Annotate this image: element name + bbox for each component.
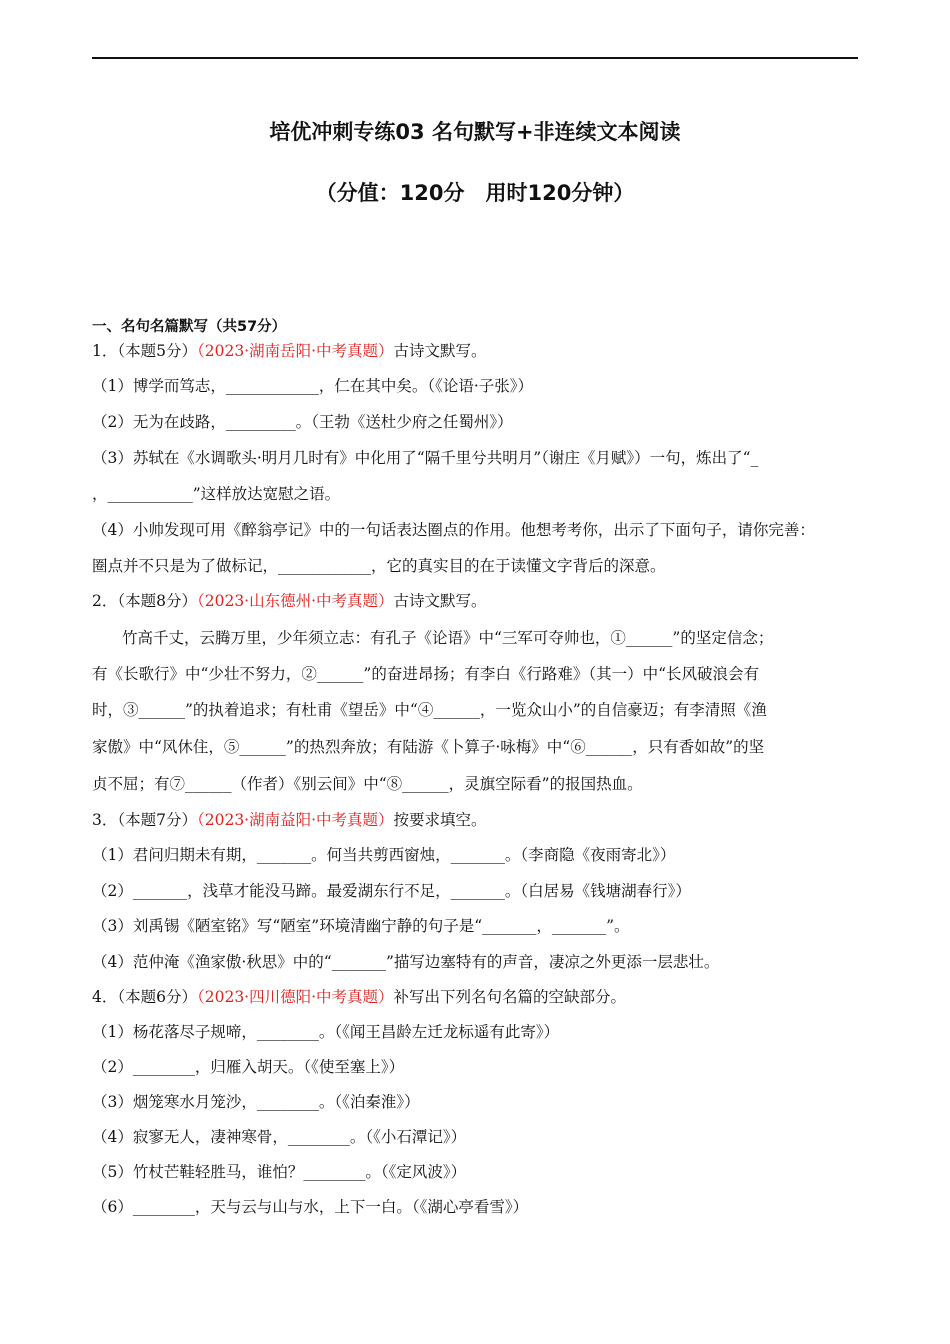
page-subtitle: （分值：120分 用时120分钟） xyxy=(315,181,635,205)
question-3-prefix: 3．（本题7分） xyxy=(92,811,197,829)
question-1-item: 圈点并不只是为了做标记，____________，它的真实目的在于读懂文字背后的深意。 xyxy=(92,557,666,575)
question-1-item: （2）无为在歧路，_________。（王勃《送杜少府之任蜀州》） xyxy=(92,413,513,431)
question-4-item: （6）________，天与云与山与水，上下一白。（《湖心亭看雪》） xyxy=(92,1198,529,1216)
question-1-item: （1）博学而笃志，____________，仁在其中矣。（《论语·子张》） xyxy=(92,377,534,395)
question-1-item: ，___________”这样放达宽慰之语。 xyxy=(92,485,341,503)
question-2-prefix: 2．（本题8分） xyxy=(92,592,197,610)
question-2-paragraph-line: 竹高千丈，云腾万里，少年须立志：有孔子《论语》中“三军可夺帅也，①______”的坚定信念； xyxy=(122,629,774,647)
question-2-header xyxy=(92,591,487,611)
question-1-source: （2023·湖南岳阳·中考真题） xyxy=(196,342,394,360)
question-1-prefix: 1．（本题5分） xyxy=(92,342,197,360)
page-title: 培优冲刺专练03 名句默写+非连续文本阅读 xyxy=(269,120,681,144)
question-3-source: （2023·湖南益阳·中考真题） xyxy=(196,811,394,829)
question-4-item: （1）杨花落尽子规啼，________。（《闻王昌龄左迁龙标遥有此寄》） xyxy=(92,1023,560,1041)
question-4-prefix: 4．（本题6分） xyxy=(92,988,197,1006)
question-3-task: 按要求填空。 xyxy=(393,811,487,829)
section-heading: 一、名句名篇默写（共57分） xyxy=(92,319,287,335)
question-2-paragraph-line: 家傲》中“风休住，⑤______”的热烈奔放；有陆游《卜算子·咏梅》中“⑥______，只有香如故”的坚 xyxy=(92,738,765,756)
header-rule xyxy=(92,57,858,59)
question-1-item: （3）苏轼在《水调歌头·明月几时有》中化用了“隔千里兮共明月”（谢庄《月赋》）一句，炼出了“_ xyxy=(92,449,759,467)
question-4-task: 补写出下列名句名篇的空缺部分。 xyxy=(393,988,627,1006)
question-2-task: 古诗文默写。 xyxy=(393,592,487,610)
question-2-paragraph-line: 贞不屈；有⑦______（作者）《别云间》中“⑧______，灵旗空际看”的报国热血。 xyxy=(92,775,643,793)
question-3-item: （4）范仲淹《渔家傲·秋思》中的“_______”描写边塞特有的声音，凄凉之外更添一层悲壮。 xyxy=(92,953,720,971)
question-3-item: （1）君问归期未有期，_______。何当共剪西窗烛，_______。（李商隐《夜雨寄北》） xyxy=(92,846,676,864)
question-3-item: （2）_______，浅草才能没马蹄。最爱湖东行不足，_______。（白居易《钱塘湖春行》） xyxy=(92,882,691,900)
question-4-item: （5）竹杖芒鞋轻胜马，谁怕？________。（《定风波》） xyxy=(92,1163,467,1181)
question-4-item: （4）寂寥无人，凄神寒骨，________。（《小石潭记》） xyxy=(92,1128,467,1146)
question-4-header xyxy=(92,987,626,1007)
question-1-header xyxy=(92,341,487,361)
question-4-item: （3）烟笼寒水月笼沙，________。（《泊秦淮》） xyxy=(92,1093,420,1111)
question-3-item: （3）刘禹锡《陋室铭》写“陋室”环境清幽宁静的句子是“_______，_______”。 xyxy=(92,917,630,935)
question-1-task: 古诗文默写。 xyxy=(393,342,487,360)
question-4-source: （2023·四川德阳·中考真题） xyxy=(196,988,394,1006)
question-2-source: （2023·山东德州·中考真题） xyxy=(196,592,394,610)
question-3-header xyxy=(92,810,487,830)
question-4-item: （2）________，归雁入胡天。（《使至塞上》） xyxy=(92,1058,405,1076)
question-2-paragraph-line: 时，③______”的执着追求；有杜甫《望岳》中“④______，一览众山小”的自信豪迈；有李清照《渔 xyxy=(92,701,767,719)
question-1-item: （4）小帅发现可用《醉翁亭记》中的一句话表达圈点的作用。他想考考你，出示了下面句子，请你完善： xyxy=(92,521,815,539)
question-2-paragraph-line: 有《长歌行》中“少壮不努力，②______”的奋进昂扬；有李白《行路难》（其一）中“长风破浪会有 xyxy=(92,665,760,683)
